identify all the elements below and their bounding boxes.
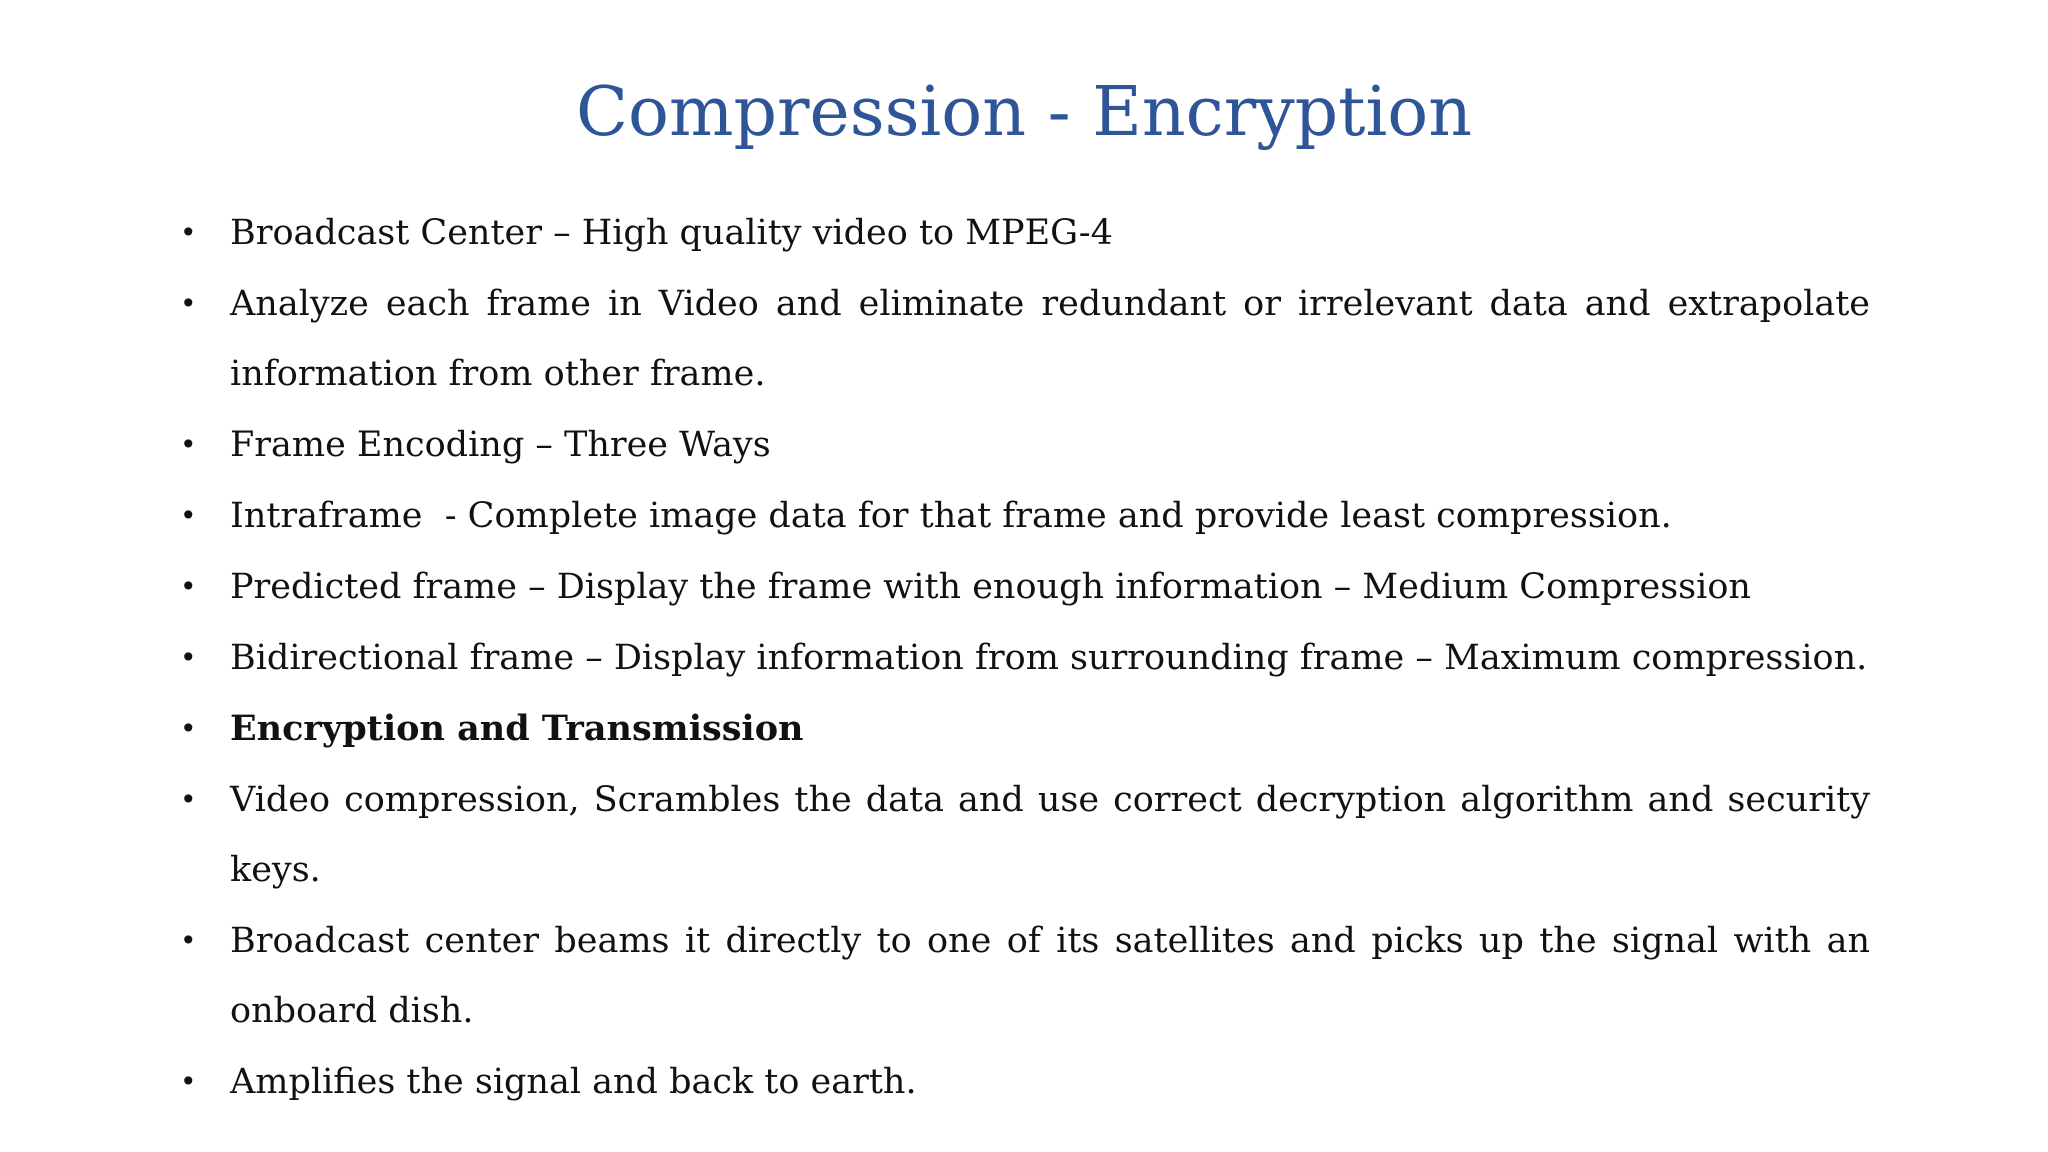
slide-title: Compression - Encryption — [576, 73, 1472, 152]
list-item — [180, 198, 1870, 268]
bullet-icon: • — [180, 641, 197, 674]
list-item — [180, 481, 1870, 551]
bullet-text: Predicted frame – Display the frame with enough information – Medium Compression — [230, 567, 1751, 607]
bullet-list — [180, 198, 1870, 1118]
bullet-text: Broadcast Center – High quality video to MPEG-4 — [230, 213, 1113, 253]
bullet-text: Analyze each frame in Video and eliminate redundant or irrelevant data and extrapolate information from other frame. — [230, 284, 1870, 394]
bullet-icon: • — [180, 216, 197, 249]
bullet-text: Video compression, Scrambles the data and use correct decryption algorithm and security keys. — [230, 780, 1870, 890]
bullet-text: Intraframe - Complete image data for that frame and provide least compression. — [230, 496, 1672, 536]
list-item — [180, 410, 1870, 480]
bullet-icon: • — [180, 924, 197, 957]
bullet-icon: • — [180, 499, 197, 532]
bullet-icon: • — [180, 570, 197, 603]
list-item — [180, 906, 1870, 1046]
list-item — [180, 552, 1870, 622]
section-heading: Encryption and Transmission — [230, 708, 804, 749]
list-item — [180, 765, 1870, 905]
bullet-icon: • — [180, 287, 197, 320]
bullet-text: Bidirectional frame – Display information from surrounding frame – Maximum compression. — [230, 638, 1868, 678]
bullet-icon: • — [180, 712, 197, 745]
list-item — [180, 623, 1870, 693]
bullet-text: Amplifies the signal and back to earth. — [230, 1062, 917, 1102]
bullet-icon: • — [180, 1065, 197, 1098]
bullet-text: Frame Encoding – Three Ways — [230, 425, 771, 465]
bullet-icon: • — [180, 428, 197, 461]
list-item — [180, 1047, 1870, 1117]
list-item — [180, 269, 1870, 409]
bullet-text: Broadcast center beams it directly to one of its satellites and picks up the signal with an onboard dish. — [230, 921, 1870, 1031]
bullet-icon: • — [180, 783, 197, 816]
list-item — [180, 694, 1870, 764]
